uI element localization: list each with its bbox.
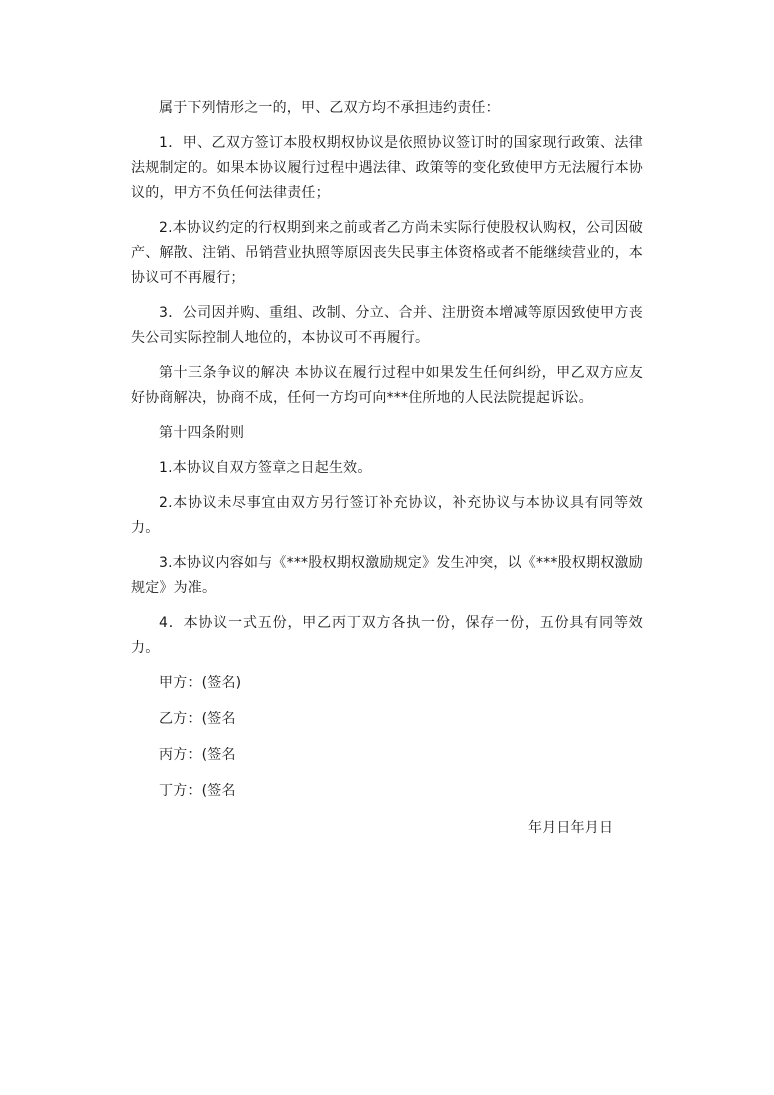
paragraph-clause-2: 2.本协议约定的行权期到来之前或者乙方尚未实际行使股权认购权，公司因破产、解散、注销、吊销营业执照等原因丧失民事主体资格或者不能继续营业的，本协议可不再履行； xyxy=(131,220,643,286)
paragraph-clause-3: 3．公司因并购、重组、改制、分立、合并、注册资本增减等原因致使甲方丧失公司实际控制人地位的，本协议可不再履行。 xyxy=(131,305,643,346)
paragraph-article-13: 第十三条争议的解决 本协议在履行过程中如果发生任何纠纷，甲乙双方应友好协商解决，协商不成，任何一方均可向***住所地的人民法院提起诉讼。 xyxy=(131,365,643,406)
paragraph-clause-1: 1．甲、乙双方签订本股权期权协议是依照协议签订时的国家现行政策、法律法规制定的。如果本协议履行过程中遇法律、政策等的变化致使甲方无法履行本协议的，甲方不负任何法律责任； xyxy=(131,135,643,201)
signature-party-c: 丙方：(签名 xyxy=(159,747,236,763)
heading-article-14: 第十四条附则 xyxy=(159,425,245,441)
signature-party-d: 丁方：(签名 xyxy=(159,783,236,799)
paragraph-appendix-4: 4．本协议一式五份，甲乙丙丁双方各执一份，保存一份，五份具有同等效力。 xyxy=(131,615,643,656)
paragraph-intro: 属于下列情形之一的，甲、乙双方均不承担违约责任： xyxy=(159,100,500,116)
paragraph-appendix-3: 3.本协议内容如与《***股权期权激励规定》发生冲突，以《***股权期权激励规定》为准。 xyxy=(131,555,643,596)
paragraph-appendix-2: 2.本协议未尽事宜由双方另行签订补充协议，补充协议与本协议具有同等效力。 xyxy=(131,495,643,536)
date-line: 年月日年月日 xyxy=(528,820,614,836)
document-body xyxy=(131,96,643,815)
signature-party-b: 乙方：(签名 xyxy=(159,711,236,727)
paragraph-appendix-1: 1.本协议自双方签章之日起生效。 xyxy=(159,460,372,476)
signature-party-a: 甲方：(签名) xyxy=(159,675,242,691)
